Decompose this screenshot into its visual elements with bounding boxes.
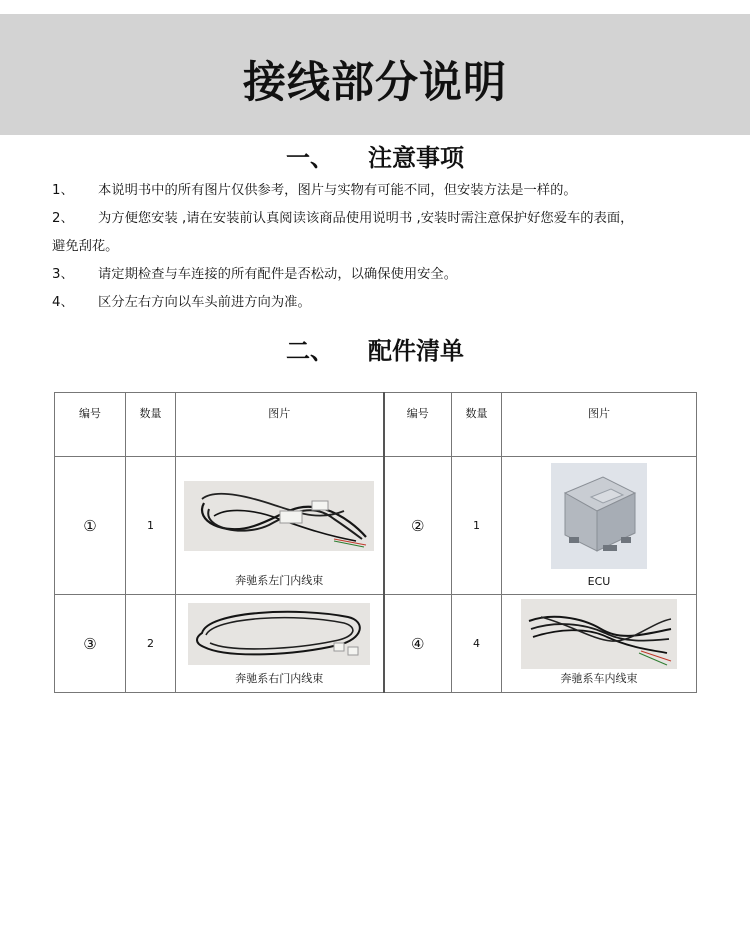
item-number: ④ [384,595,452,693]
section-heading-parts [0,336,750,366]
item-quantity: 2 [126,595,176,693]
wire-bundle-photo [521,599,677,669]
item-caption: 奔驰系右门内线束 [235,672,324,685]
ecu-module-photo [551,463,647,569]
note-text: 为方便您安装 ,请在安装前认真阅读该商品使用说明书 ,安装时需注意保护好您爱车的表面， [98,211,634,226]
header-banner [0,14,750,135]
item-quantity: 4 [452,595,502,693]
header-quantity: 数量 [452,393,502,457]
item-number: ③ [55,595,126,693]
header-quantity: 数量 [126,393,176,457]
section-number: 二、 [286,337,334,365]
item-picture-cell [502,457,697,595]
table-header-row [55,393,697,457]
note-text-continued: 避免刮花。 [52,239,119,254]
section-number: 一、 [286,144,334,172]
wire-harness-photo [184,481,374,551]
item-number: ② [384,457,452,595]
parts-table [54,392,697,693]
item-quantity: 1 [126,457,176,595]
section-title-text: 注意事项 [368,144,464,172]
note-index: 2、 [52,211,74,226]
header-number: 编号 [384,393,452,457]
table-row [55,457,697,595]
note-item [52,205,702,261]
header-picture: 图片 [176,393,384,457]
section-heading-notes [0,143,750,173]
note-index: 4、 [52,295,74,310]
item-caption: 奔驰系车内线束 [560,672,638,685]
note-text: 请定期检查与车连接的所有配件是否松动，以确保使用安全。 [98,267,458,282]
note-item [52,177,702,205]
table-row [55,595,697,693]
item-quantity: 1 [452,457,502,595]
note-item [52,261,702,289]
note-text: 本说明书中的所有图片仅供参考，图片与实物有可能不同，但安装方法是一样的。 [98,183,577,198]
item-picture-cell [502,595,697,693]
item-caption: ECU [587,575,611,588]
section-title-text: 配件清单 [368,337,464,365]
item-caption: 奔驰系左门内线束 [235,574,324,587]
item-picture-cell [176,595,384,693]
header-picture: 图片 [502,393,697,457]
item-number: ① [55,457,126,595]
note-text: 区分左右方向以车头前进方向为准。 [98,295,311,310]
note-index: 3、 [52,267,74,282]
wire-loop-photo [188,603,370,665]
item-picture-cell [176,457,384,595]
page-title: 接线部分说明 [243,58,507,108]
note-index: 1、 [52,183,74,198]
note-item [52,289,702,317]
notes-list [52,177,702,317]
header-number: 编号 [55,393,126,457]
